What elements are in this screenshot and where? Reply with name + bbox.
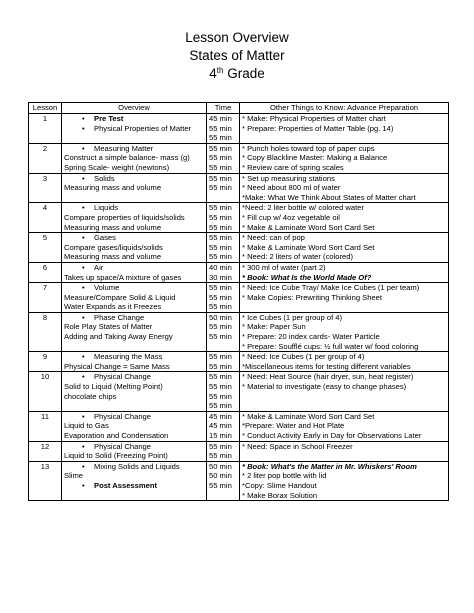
other-cell — [240, 173, 449, 203]
time-line: 55 min — [209, 322, 232, 332]
overview-cell — [62, 114, 207, 144]
other-line: *Miscellaneous items for testing different variables — [242, 361, 411, 371]
overview-line: Slime — [64, 471, 83, 481]
time-cell — [207, 312, 240, 351]
lesson-number: 7 — [29, 283, 62, 313]
other-line — [242, 451, 446, 461]
time-line: 40 min — [209, 262, 232, 272]
time-line: 55 min — [209, 233, 232, 243]
grade-suffix: th — [216, 66, 224, 75]
other-line: * Punch holes toward top of paper cups — [242, 143, 375, 153]
overview-cell — [62, 203, 207, 233]
time-line: 55 min — [209, 480, 232, 490]
time-line: 55 min — [209, 222, 232, 232]
time-line: 50 min — [209, 312, 232, 322]
time-line: 55 min — [209, 372, 232, 382]
time-line: 55 min — [209, 401, 232, 411]
overview-line: Liquid to Solid (Freezing Point) — [64, 451, 168, 461]
time-line: 55 min — [209, 352, 232, 362]
other-line: * 2 liter pop bottle with lid — [242, 471, 327, 481]
other-line: *Copy: Slime Handout — [242, 480, 317, 490]
overview-line: Evaporation and Condensation — [64, 431, 169, 440]
other-cell — [240, 372, 449, 411]
other-line: * Need: Ice Cube Tray/ Make Ice Cubes (1 per team) — [242, 283, 420, 293]
grade-word: Grade — [227, 66, 265, 81]
other-cell — [240, 262, 449, 282]
time-line: 55 min — [209, 332, 232, 342]
time-line: 55 min — [209, 441, 232, 451]
lesson-number: 10 — [29, 372, 62, 411]
bullet-icon: • — [82, 312, 85, 322]
overview-line — [64, 233, 204, 243]
overview-line: Construct a simple balance- mass (g) — [64, 153, 190, 163]
overview-line-text: Physical Properties of Matter — [94, 123, 192, 133]
overview-line: Compare properties of liquids/solids — [64, 212, 185, 222]
time-line: 55 min — [209, 252, 232, 262]
other-line: * Prepare: 20 index cards- Water Particle — [242, 332, 380, 342]
overview-line-text: Post Assessment — [94, 480, 158, 490]
overview-line: Spring Scale- weight (newtons) — [64, 162, 170, 172]
time-line — [209, 193, 237, 203]
document-title: Lesson Overview — [185, 30, 289, 45]
header-time: Time — [207, 103, 240, 114]
lesson-number: 1 — [29, 114, 62, 144]
other-line: * Review care of spring scales — [242, 162, 344, 172]
time-line: 55 min — [209, 212, 232, 222]
time-line: 55 min — [209, 143, 232, 153]
table-row — [29, 312, 449, 351]
overview-line-text: Physical Change — [94, 411, 151, 421]
time-line: 55 min — [209, 292, 232, 302]
overview-line-text: Gases — [94, 233, 116, 243]
bullet-icon: • — [82, 262, 85, 272]
other-cell — [240, 203, 449, 233]
time-line: 55 min — [209, 203, 232, 213]
time-line: 15 min — [209, 431, 232, 440]
bullet-icon: • — [82, 372, 85, 382]
overview-line — [64, 193, 204, 203]
time-line: 55 min — [209, 361, 232, 371]
other-line: * Book: What Is the World Made Of? — [242, 272, 372, 282]
time-cell — [207, 372, 240, 411]
bullet-icon: • — [82, 283, 85, 293]
table-row — [29, 352, 449, 372]
lesson-number: 3 — [29, 173, 62, 203]
lesson-number: 4 — [29, 203, 62, 233]
overview-line-text: Physical Change — [94, 372, 151, 382]
other-line: * Prepare: Properties of Matter Table (pg. 14) — [242, 123, 394, 133]
overview-line-text: Physical Change — [94, 441, 151, 451]
lesson-number: 11 — [29, 411, 62, 441]
table-row — [29, 203, 449, 233]
time-line: 55 min — [209, 162, 232, 172]
bullet-icon: • — [82, 441, 85, 451]
overview-line: Adding and Taking Away Energy — [64, 332, 173, 342]
time-line: 45 min — [209, 411, 232, 421]
overview-cell — [62, 173, 207, 203]
overview-line: Solid to Liquid (Melting Point) — [64, 382, 163, 392]
table-row — [29, 262, 449, 282]
overview-cell — [62, 143, 207, 173]
time-cell — [207, 352, 240, 372]
overview-line — [64, 174, 204, 184]
table-row — [29, 233, 449, 263]
overview-line — [64, 313, 204, 323]
overview-cell — [62, 262, 207, 282]
overview-line: chocolate chips — [64, 391, 117, 401]
lesson-number: 13 — [29, 461, 62, 500]
overview-cell — [62, 233, 207, 263]
overview-line: Measuring mass and volume — [64, 222, 162, 232]
bullet-icon: • — [82, 352, 85, 362]
overview-line — [64, 352, 204, 362]
lesson-number: 8 — [29, 312, 62, 351]
time-line: 50 min — [209, 461, 232, 471]
other-line: * Need: 2 liters of water (colored) — [242, 252, 353, 262]
overview-line — [64, 124, 204, 134]
overview-line-text: Air — [94, 262, 104, 272]
overview-cell — [62, 352, 207, 372]
overview-line — [64, 491, 204, 501]
lesson-number: 6 — [29, 262, 62, 282]
document-subtitle: States of Matter — [189, 48, 285, 63]
time-line: 30 min — [209, 272, 232, 282]
other-line: *Need: 2 liter bottle w/ colored water — [242, 203, 364, 213]
lesson-number: 5 — [29, 233, 62, 263]
header-other: Other Things to Know: Advance Preparation — [240, 103, 449, 114]
other-cell — [240, 114, 449, 144]
overview-line — [64, 401, 204, 411]
table-row — [29, 461, 449, 500]
other-line: * Make & Laminate Word Sort Card Set — [242, 242, 375, 252]
bullet-icon: • — [82, 143, 85, 153]
other-line: * Need: Heat Source (hair dryer, sun, heat register) — [242, 372, 414, 382]
other-cell — [240, 233, 449, 263]
time-cell — [207, 411, 240, 441]
other-line: *Make: What We Think About States of Matter chart — [242, 192, 416, 202]
time-line: 55 min — [209, 153, 232, 163]
overview-line — [64, 203, 204, 213]
time-cell — [207, 114, 240, 144]
other-line: * Need: Space in School Freezer — [242, 441, 353, 451]
time-cell — [207, 233, 240, 263]
overview-line: Measuring mass and volume — [64, 252, 162, 262]
time-line: 55 min — [209, 183, 232, 193]
overview-line: Measure/Compare Solid & Liquid — [64, 292, 176, 302]
lesson-table — [28, 102, 449, 501]
time-line: 45 min — [209, 421, 232, 431]
time-line: 55 min — [209, 382, 232, 392]
time-line: 55 min — [209, 173, 232, 183]
overview-cell — [62, 461, 207, 500]
overview-line: Compare gases/liquids/solids — [64, 242, 163, 252]
other-line — [242, 133, 446, 143]
other-cell — [240, 283, 449, 313]
other-cell — [240, 461, 449, 500]
time-line: 55 min — [209, 451, 232, 461]
time-cell — [207, 441, 240, 461]
overview-line — [64, 412, 204, 422]
bullet-icon: • — [82, 480, 85, 490]
other-line: * Make: Paper Sun — [242, 322, 306, 332]
other-line: * Need about 800 ml of water — [242, 183, 341, 193]
table-row — [29, 283, 449, 313]
table-row — [29, 114, 449, 144]
time-line: 55 min — [209, 302, 232, 312]
lesson-number: 2 — [29, 143, 62, 173]
other-cell — [240, 352, 449, 372]
other-line: * Make: Physical Properties of Matter chart — [242, 114, 386, 123]
table-row — [29, 441, 449, 461]
other-line: * Copy Blackline Master: Making a Balance — [242, 153, 388, 163]
time-line — [209, 491, 237, 501]
overview-line — [64, 133, 204, 143]
other-line: * Make & Laminate Word Sort Card Set — [242, 222, 375, 232]
overview-line-text: Solids — [94, 173, 115, 183]
other-line: * Ice Cubes (1 per group of 4) — [242, 312, 343, 322]
time-cell — [207, 143, 240, 173]
overview-line-text: Liquids — [94, 203, 119, 213]
overview-line: Takes up space/A mixture of gases — [64, 272, 182, 282]
lesson-number: 12 — [29, 441, 62, 461]
overview-cell — [62, 283, 207, 313]
time-line: 55 min — [209, 123, 232, 133]
other-line: *Prepare: Water and Hot Plate — [242, 421, 345, 431]
overview-line — [64, 283, 204, 293]
overview-cell — [62, 312, 207, 351]
overview-line — [64, 144, 204, 154]
time-cell — [207, 283, 240, 313]
bullet-icon: • — [82, 114, 85, 123]
time-line: 45 min — [209, 114, 232, 123]
overview-cell — [62, 411, 207, 441]
overview-line — [64, 481, 204, 491]
time-line: 55 min — [209, 133, 232, 143]
bullet-icon: • — [82, 461, 85, 471]
overview-line-text: Pre Test — [94, 114, 124, 123]
overview-line-text: Measuring the Mass — [94, 352, 163, 362]
other-line: * Make Borax Solution — [242, 490, 318, 500]
overview-line-text: Mixing Solids and Liquids — [94, 461, 180, 471]
overview-line: Liquid to Gas — [64, 421, 109, 431]
overview-line — [64, 462, 204, 472]
header-overview: Overview — [62, 103, 207, 114]
other-line: * Material to investigate (easy to change phases) — [242, 382, 407, 392]
overview-line-text: Measuring Matter — [94, 143, 154, 153]
other-line — [242, 401, 446, 411]
overview-line: Role Play States of Matter — [64, 322, 153, 332]
overview-line: Measuring mass and volume — [64, 183, 162, 193]
other-line: * Fill cup w/ 4oz vegetable oil — [242, 212, 340, 222]
overview-line: Water Expands as it Freezes — [64, 302, 162, 312]
bullet-icon: • — [82, 233, 85, 243]
other-line: * 300 ml of water (part 2) — [242, 262, 326, 272]
table-header-row — [29, 103, 449, 114]
other-line: * Make Copies: Prewriting Thinking Sheet — [242, 292, 382, 302]
other-cell — [240, 143, 449, 173]
bullet-icon: • — [82, 173, 85, 183]
time-cell — [207, 262, 240, 282]
grade-heading — [0, 66, 474, 82]
other-cell — [240, 441, 449, 461]
overview-line-text: Phase Change — [94, 312, 145, 322]
other-cell — [240, 411, 449, 441]
bullet-icon: • — [82, 203, 85, 213]
overview-line: Physical Change = Same Mass — [64, 361, 170, 371]
time-cell — [207, 461, 240, 500]
other-line: * Prepare: Soufflé cups: ½ full water w/ food coloring — [242, 341, 419, 351]
time-line: 55 min — [209, 391, 232, 401]
other-cell — [240, 312, 449, 351]
other-line: * Need: Ice Cubes (1 per group of 4) — [242, 352, 365, 362]
time-line: 55 min — [209, 283, 232, 293]
header-lesson: Lesson — [29, 103, 62, 114]
table-row — [29, 173, 449, 203]
overview-line-text: Volume — [94, 283, 120, 293]
overview-line — [64, 114, 204, 124]
table-row — [29, 411, 449, 441]
grade-number: 4 — [209, 66, 217, 81]
other-line: * Need: can of pop — [242, 233, 305, 243]
bullet-icon: • — [82, 123, 85, 133]
time-line — [209, 342, 237, 352]
other-line — [242, 392, 446, 402]
other-line: * Make & Laminate Word Sort Card Set — [242, 411, 375, 421]
time-cell — [207, 173, 240, 203]
lesson-number: 9 — [29, 352, 62, 372]
time-cell — [207, 203, 240, 233]
overview-cell — [62, 372, 207, 411]
table-row — [29, 143, 449, 173]
overview-line — [64, 263, 204, 273]
overview-line — [64, 372, 204, 382]
time-line: 50 min — [209, 471, 232, 481]
other-line: * Set up measuring stations — [242, 173, 335, 183]
bullet-icon: • — [82, 411, 85, 421]
table-row — [29, 372, 449, 411]
overview-line — [64, 442, 204, 452]
other-line — [242, 302, 446, 312]
overview-line — [64, 342, 204, 352]
other-line: * Conduct Activity Early in Day for Observations Later — [242, 431, 422, 440]
overview-cell — [62, 441, 207, 461]
other-line: * Book: What's the Matter in Mr. Whiskers' Room — [242, 461, 417, 471]
time-line: 55 min — [209, 242, 232, 252]
